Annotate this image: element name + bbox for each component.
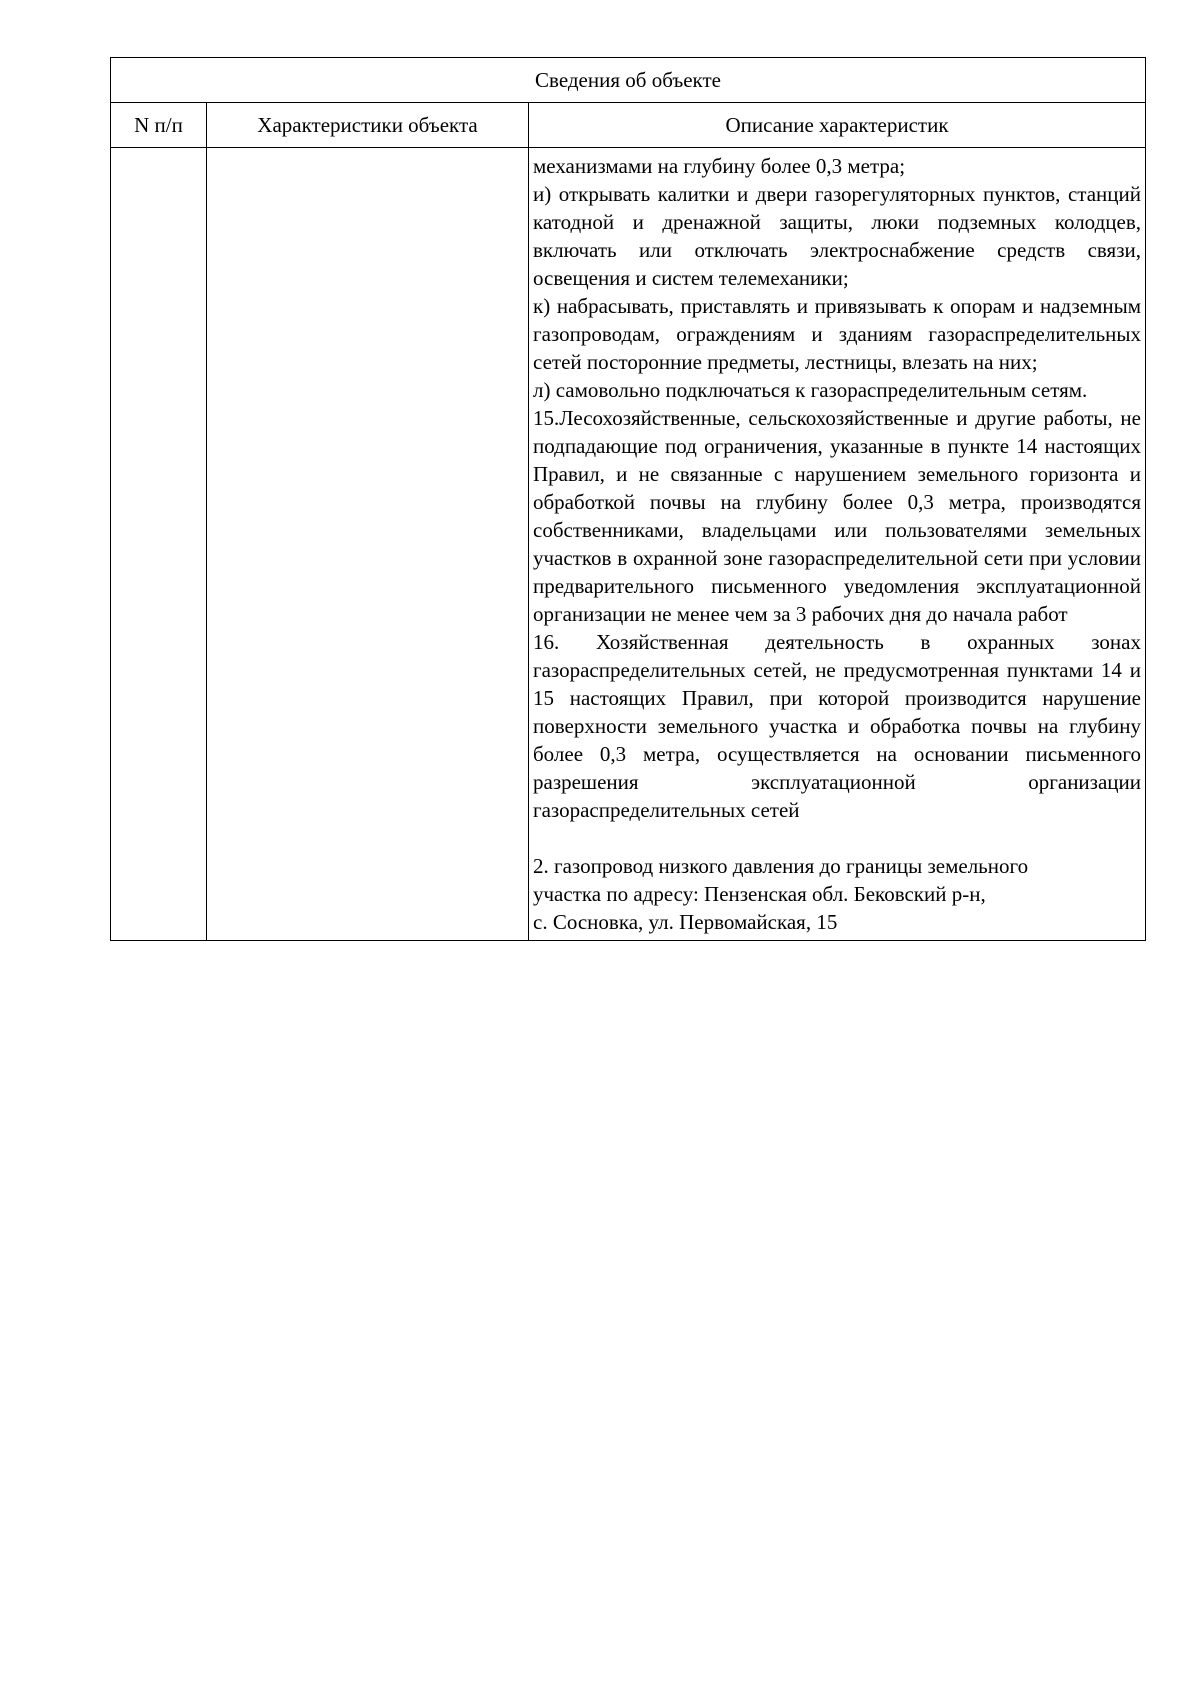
description-paragraph: механизмами на глубину более 0,3 метра; <box>533 154 906 178</box>
address-line: участка по адресу: Пензенская обл. Бековский р-н, <box>533 882 986 906</box>
description-paragraph: 16. Хозяйственная деятельность в охранных зонах газораспределительных сетей, не предусмотренная пунктами 14 и 15 настоящих Правил, при которой производится нарушение поверхности земельного участка и обработка почвы на глубину более 0,3 метра, осуществляется на основании письменного разрешения эксплуатационной организации газораспределительных сетей <box>533 630 1141 822</box>
description-paragraph: и) открывать калитки и двери газорегуляторных пунктов, станций катодной и дренажной защиты, люки подземных колодцев, включать или отключать электроснабжение средств связи, освещения и систем телемеханики; <box>533 182 1141 290</box>
row-number-cell <box>111 148 207 941</box>
object-info-table <box>110 57 1146 941</box>
description-paragraph: к) набрасывать, приставлять и привязывать к опорам и надземным газопроводам, ограждениям и зданиям газораспределительных сетей посторонние предметы, лестницы, влезать на них; <box>533 294 1141 374</box>
description-paragraph: л) самовольно подключаться к газораспределительным сетям. <box>533 378 1088 402</box>
paragraph-spacer <box>533 824 1141 852</box>
row-characteristics-cell <box>207 148 529 941</box>
header-description: Описание характеристик <box>529 103 1146 148</box>
header-number: N п/п <box>111 103 207 148</box>
address-line: 2. газопровод низкого давления до границы земельного <box>533 854 1029 878</box>
table-title: Сведения об объекте <box>111 58 1146 103</box>
table-row <box>111 148 1146 941</box>
row-description-cell <box>529 148 1146 941</box>
header-characteristics: Характеристики объекта <box>207 103 529 148</box>
description-paragraph: 15.Лесохозяйственные, сельскохозяйственные и другие работы, не подпадающие под ограничения, указанные в пункте 14 настоящих Правил, и не связанные с нарушением земельного горизонта и обработкой почвы на глубину более 0,3 метра, производятся собственниками, владельцами или пользователями земельных участков в охранной зоне газораспределительной сети при условии предварительного письменного уведомления эксплуатационной организации не менее чем за 3 рабочих дня до начала работ <box>533 406 1141 626</box>
table-header-row <box>111 103 1146 148</box>
table-title-row <box>111 58 1146 103</box>
address-line: с. Сосновка, ул. Первомайская, 15 <box>533 910 838 934</box>
